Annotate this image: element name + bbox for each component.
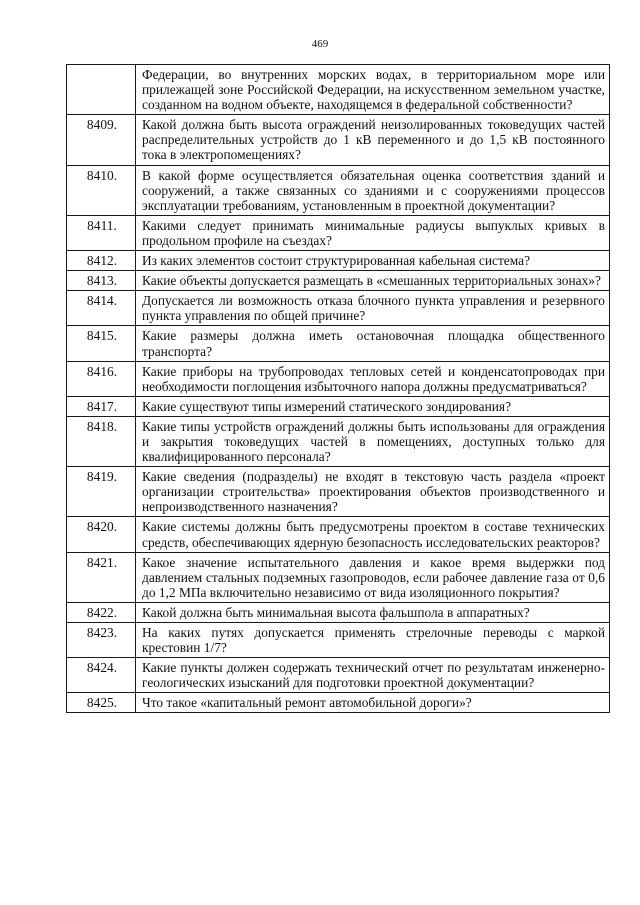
table-row: [67, 165, 610, 215]
table-row: [67, 517, 610, 552]
question-text: Какое значение испытательного давления и какое время выдержки под давлением стальных подземных газопроводов, если рабочее давление газа от 0,6 до 1,2 МПа включительно независимо от вида изоляционного покрытия?: [136, 552, 610, 602]
table-row: [67, 326, 610, 361]
table-row: [67, 693, 610, 713]
question-number: 8424.: [67, 658, 136, 693]
question-number: 8414.: [67, 291, 136, 326]
question-text: Какие размеры должна иметь остановочная площадка общественного транспорта?: [136, 326, 610, 361]
question-number: 8415.: [67, 326, 136, 361]
question-number: 8420.: [67, 517, 136, 552]
question-text: Какие системы должны быть предусмотрены проектом в составе технических средств, обеспечивающих ядерную безопасность исследовательских реакторов?: [136, 517, 610, 552]
question-number: 8422.: [67, 602, 136, 622]
question-number: 8423.: [67, 623, 136, 658]
table-row: [67, 251, 610, 271]
question-text: Из каких элементов состоит структурированная кабельная система?: [136, 251, 610, 271]
table-row: [67, 215, 610, 250]
question-text: На каких путях допускается применять стрелочные переводы с маркой крестовин 1/7?: [136, 623, 610, 658]
table-row: [67, 552, 610, 602]
questions-table-body: [67, 65, 610, 713]
table-row: [67, 291, 610, 326]
question-text: Какой должна быть минимальная высота фальшпола в аппаратных?: [136, 602, 610, 622]
question-number: 8410.: [67, 165, 136, 215]
question-text: Какие пункты должен содержать технический отчет по результатам инженерно-геологических изысканий для подготовки проектной документации?: [136, 658, 610, 693]
question-number: 8419.: [67, 467, 136, 517]
question-number: 8425.: [67, 693, 136, 713]
table-row: [67, 467, 610, 517]
questions-table: [66, 64, 610, 713]
question-text: Какие существуют типы измерений статического зондирования?: [136, 396, 610, 416]
table-row: [67, 416, 610, 466]
table-row: [67, 623, 610, 658]
question-number: 8418.: [67, 416, 136, 466]
question-text: Какие сведения (подразделы) не входят в текстовую часть раздела «проект организации строительства» проектирования объектов производственного и непроизводственного назначения?: [136, 467, 610, 517]
question-text: Какой должна быть высота ограждений неизолированных токоведущих частей распределительных устройств до 1 кВ переменного и до 1,5 кВ постоянного тока в электропомещениях?: [136, 115, 610, 165]
question-text: Допускается ли возможность отказа блочного пункта управления и резервного пункта управления по общей причине?: [136, 291, 610, 326]
question-number: 8416.: [67, 361, 136, 396]
question-text: Какие приборы на трубопроводах тепловых сетей и конденсатопроводах при необходимости поглощения избыточного напора должны предусматриваться?: [136, 361, 610, 396]
question-number: [67, 65, 136, 115]
table-row: [67, 396, 610, 416]
question-text: Какие объекты допускается размещать в «смешанных территориальных зонах»?: [136, 271, 610, 291]
table-row: [67, 115, 610, 165]
table-row: [67, 361, 610, 396]
question-text: Какие типы устройств ограждений должны быть использованы для ограждения и закрытия токоведущих частей в помещениях, доступных только для квалифицированного персонала?: [136, 416, 610, 466]
question-text: В какой форме осуществляется обязательная оценка соответствия зданий и сооружений, а также связанных со зданиями и с сооружениями процессов эксплуатации требованиям, установленным в проектной документации?: [136, 165, 610, 215]
table-row: [67, 271, 610, 291]
question-number: 8409.: [67, 115, 136, 165]
question-text: Федерации, во внутренних морских водах, в территориальном море или прилежащей зоне Российской Федерации, на искусственном земельном участке, созданном на водном объекте, находящемся в федеральной собственности?: [136, 65, 610, 115]
question-number: 8413.: [67, 271, 136, 291]
question-text: Какими следует принимать минимальные радиусы выпуклых кривых в продольном профиле на съездах?: [136, 215, 610, 250]
table-row: [67, 65, 610, 115]
question-number: 8417.: [67, 396, 136, 416]
question-number: 8411.: [67, 215, 136, 250]
table-row: [67, 602, 610, 622]
question-number: 8412.: [67, 251, 136, 271]
question-text: Что такое «капитальный ремонт автомобильной дороги»?: [136, 693, 610, 713]
question-number: 8421.: [67, 552, 136, 602]
page-number: 469: [311, 38, 329, 50]
table-row: [67, 658, 610, 693]
